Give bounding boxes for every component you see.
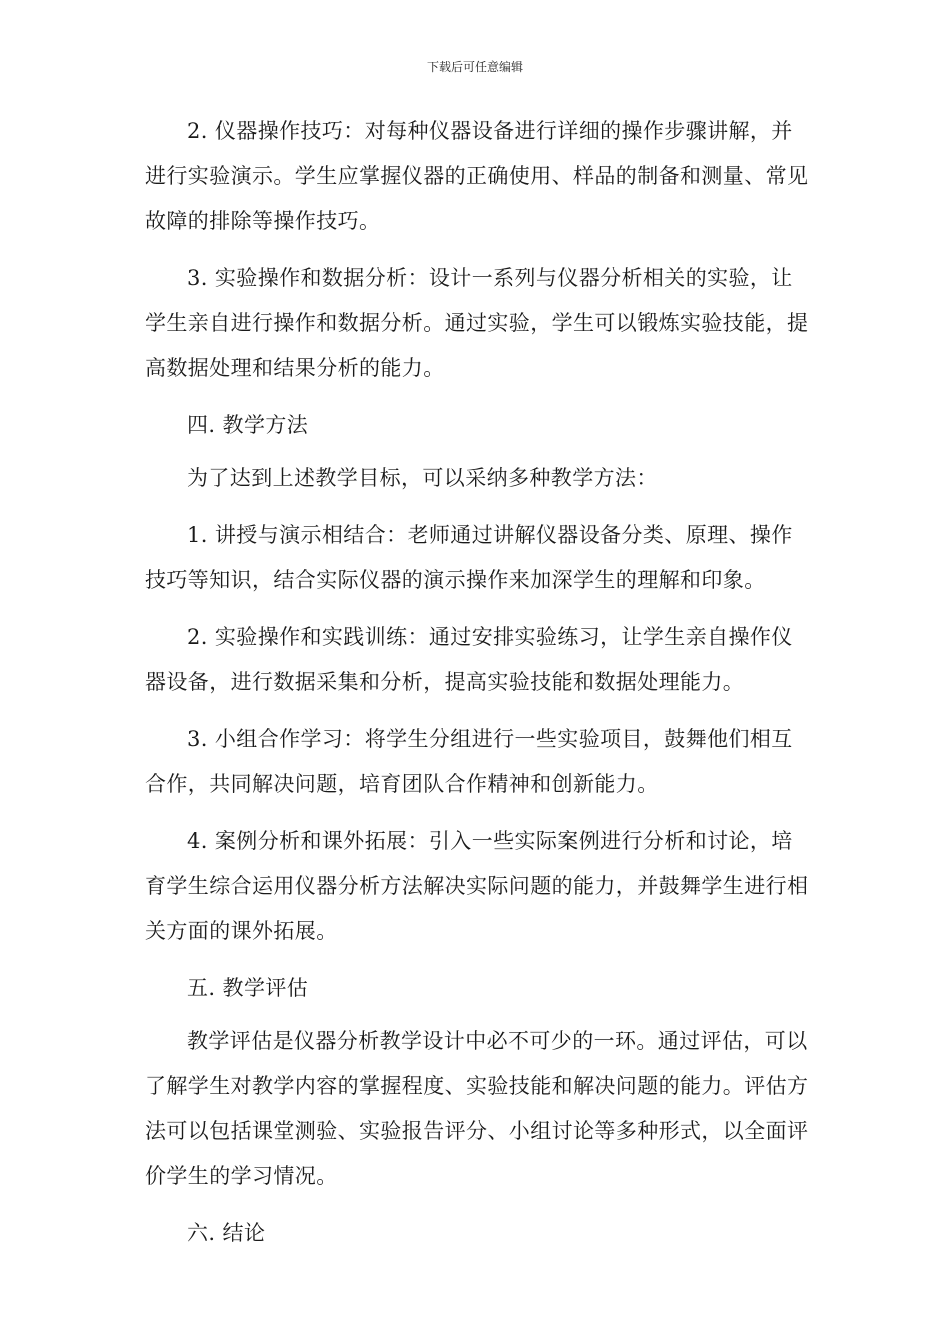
paragraph-evaluation: 教学评估是仪器分析教学设计中必不可少的一环。通过评估，可以了解学生对教学内容的掌握程度、实验技能和解决问题的能力。评估方法可以包括课堂测验、实验报告评分、小组讨论等多种形式，以全面评价学生的学习情况。 [145, 1029, 809, 1188]
section-heading-teaching-methods: 四. 教学方法 [187, 413, 309, 437]
section-heading-conclusion: 六. 结论 [187, 1221, 266, 1245]
paragraph-method-case-study: 4. 案例分析和课外拓展：引入一些实际案例进行分析和讨论，培育学生综合运用仪器分析方法解决实际问题的能力，并鼓舞学生进行相关方面的课外拓展。 [145, 829, 809, 943]
paragraph-experiment-analysis: 3. 实验操作和数据分析：设计一系列与仪器分析相关的实验，让学生亲自进行操作和数据分析。通过实验，学生可以锻炼实验技能，提高数据处理和结果分析的能力。 [145, 266, 809, 380]
paragraph-method-practice: 2. 实验操作和实践训练：通过安排实验练习，让学生亲自操作仪器设备，进行数据采集和分析，提高实验技能和数据处理能力。 [145, 625, 793, 694]
paragraph-methods-intro: 为了达到上述教学目标，可以采纳多种教学方法： [187, 466, 658, 490]
paragraph-instrument-skills: 2. 仪器操作技巧：对每种仪器设备进行详细的操作步骤讲解，并进行实验演示。学生应掌握仪器的正确使用、样品的制备和测量、常见故障的排除等操作技巧。 [145, 119, 809, 233]
section-heading-evaluation: 五. 教学评估 [187, 976, 309, 1000]
document-body [145, 109, 809, 1264]
paragraph-method-lecture-demo: 1. 讲授与演示相结合：老师通过讲解仪器设备分类、原理、操作技巧等知识，结合实际仪器的演示操作来加深学生的理解和印象。 [145, 523, 793, 592]
paragraph-method-group-learning: 3. 小组合作学习：将学生分组进行一些实验项目，鼓舞他们相互合作，共同解决问题，培育团队合作精神和创新能力。 [145, 727, 793, 796]
header-note: 下载后可任意编辑 [426, 60, 523, 74]
